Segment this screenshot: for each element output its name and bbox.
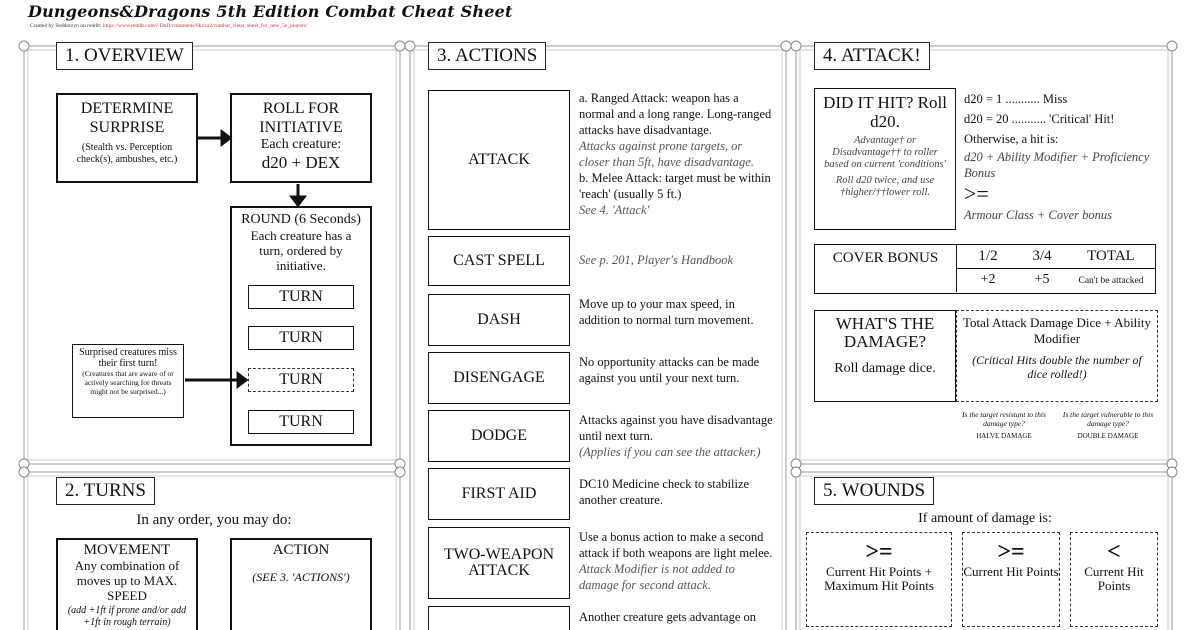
wound-col-1 — [806, 532, 952, 627]
cast-spell-note: See p. 201, Player's Handbook — [579, 253, 734, 267]
action-first-aid: FIRST AID — [428, 468, 570, 520]
d20-one: d20 = 1 ........... Miss — [964, 92, 1068, 106]
wound-col-2 — [962, 532, 1060, 627]
cover-table — [814, 244, 1156, 294]
determine-surprise-box — [56, 93, 198, 183]
turn-box-4: TURN — [248, 410, 354, 434]
movement-box — [56, 538, 198, 630]
wound-sym-3: < — [1107, 539, 1121, 565]
dodge-desc: Attacks against you have disadvantage until next turn. — [579, 413, 773, 443]
cover-col-total: TOTAL — [1087, 248, 1135, 264]
attack-ranged: a. Ranged Attack: weapon has a normal and a long range. Long-ranged attacks have disadvantage. — [579, 91, 772, 137]
surprise-title: DETERMINE SURPRISE — [80, 100, 174, 136]
wound-sym-2: >= — [997, 539, 1025, 565]
gte-symbol: >= — [964, 181, 989, 206]
action-attack: ATTACK — [428, 90, 570, 230]
initiative-roll: d20 + DEX — [261, 153, 341, 172]
attack-ranged-note: Attacks against prone targets, or closer than 5ft, have disadvantage. — [579, 139, 754, 169]
first-aid-desc: DC10 Medicine check to stabilize another creature. — [579, 477, 750, 507]
surprised-note — [72, 344, 184, 418]
cover-val-three-quarters: +5 — [1034, 272, 1050, 287]
action-box — [230, 538, 372, 630]
damage-formula-box — [956, 310, 1158, 402]
attack-melee-note: See 4. 'Attack' — [579, 203, 650, 217]
vulnerable-block — [1060, 410, 1156, 440]
cover-val-half: +2 — [980, 272, 996, 287]
cover-col-three-quarters: 3/4 — [1032, 248, 1052, 264]
d20-twenty: d20 = 20 ........... 'Critical' Hit! — [964, 112, 1115, 126]
damage-crit: (Critical Hits double the number of dice rolled!) — [972, 353, 1142, 381]
credit-prefix: Created by Seddorzyn on reddit: — [30, 23, 102, 29]
resist-answer: HALVE DAMAGE — [976, 432, 1032, 440]
vuln-question: Is the target vulnerable to this damage type? — [1062, 410, 1154, 428]
movement-title: MOVEMENT — [83, 542, 171, 558]
resist-question: Is the target resistant to this damage type? — [962, 410, 1046, 428]
wound-text-3: Current Hit Points — [1084, 564, 1144, 593]
actions-heading: 3. ACTIONS — [428, 42, 546, 70]
hit-formula: d20 + Ability Modifier + Proficiency Bonus — [964, 150, 1150, 180]
action-disengage: DISENGAGE — [428, 352, 570, 404]
movement-sub: Any combination of moves up to MAX. SPEED — [74, 558, 180, 603]
initiative-title: ROLL FOR INITIATIVE — [259, 100, 343, 136]
wound-text-1: Current Hit Points + Maximum Hit Points — [824, 564, 934, 593]
action-cast-spell: CAST SPELL — [428, 236, 570, 286]
wounds-heading: 5. WOUNDS — [814, 477, 934, 505]
surprise-sub: (Stealth vs. Perception check(s), ambushes, etc.) — [76, 142, 178, 165]
action-dash: DASH — [428, 294, 570, 346]
vuln-answer: DOUBLE DAMAGE — [1077, 432, 1139, 440]
action-dodge: DODGE — [428, 410, 570, 462]
wound-text-2: Current Hit Points — [963, 564, 1059, 579]
credit-url[interactable]: https://www.reddit.com/r/DnD/comments/6k1xa2/combat_cheat_sheet_for_new_5e_players/ — [102, 23, 308, 29]
disengage-desc: No opportunity attacks can be made against you until your next turn. — [579, 355, 760, 385]
turn-box-surprised: TURN — [248, 368, 354, 392]
round-title: ROUND (6 Seconds) — [241, 212, 361, 227]
two-weapon-desc: Use a bonus action to make a second attack if both weapons are light melee. — [579, 530, 773, 560]
help-desc: Another creature gets advantage on — [579, 610, 757, 624]
action-sub: (SEE 3. 'ACTIONS') — [252, 570, 350, 584]
overview-heading: 1. OVERVIEW — [56, 42, 193, 70]
turns-heading: 2. TURNS — [56, 477, 155, 505]
action-two-weapon: TWO-WEAPON ATTACK — [428, 527, 570, 599]
damage-total: Total Attack Damage Dice + Ability Modifier — [963, 315, 1152, 346]
turns-intro: In any order, you may do: — [136, 512, 292, 528]
action-attack-desc — [579, 90, 775, 218]
wounds-intro: If amount of damage is: — [918, 511, 1052, 526]
damage-box — [814, 310, 956, 402]
wound-col-3 — [1070, 532, 1158, 627]
resistant-block — [956, 410, 1052, 440]
movement-note: (add +1ft if prone and/or add +1ft in rough terrain) — [67, 605, 187, 628]
wound-sym-1: >= — [865, 539, 893, 565]
hit-title: DID IT HIT? Roll d20. — [823, 93, 947, 131]
action-title: ACTION — [272, 542, 330, 558]
damage-sub: Roll damage dice. — [834, 361, 936, 376]
armour-class: Armour Class + Cover bonus — [964, 208, 1113, 222]
dodge-note: (Applies if you can see the attacker.) — [579, 445, 761, 459]
attack-heading: 4. ATTACK! — [814, 42, 930, 70]
turn-box-1: TURN — [248, 285, 354, 309]
hit-note-2: Roll d20 twice, and use †higher/††lower roll. — [835, 175, 935, 198]
action-help — [428, 606, 570, 630]
page-title: Dungeons&Dragons 5th Edition Combat Cheat Sheet — [28, 2, 513, 21]
surprised-sub: (Creatures that are aware of or actively searching for threats might not be surprised...) — [82, 369, 174, 396]
hit-otherwise: Otherwise, a hit is: — [964, 132, 1059, 146]
hit-note-1: Advantage† or Disadvantage†† to roller based on current 'conditions' — [824, 135, 946, 170]
initiative-sub: Each creature: — [260, 137, 342, 152]
round-sub: Each creature has a turn, ordered by initiative. — [250, 228, 352, 273]
cover-val-total: Can't be attacked — [1078, 276, 1144, 286]
cover-col-half: 1/2 — [978, 248, 998, 264]
two-weapon-note: Attack Modifier is not added to damage for second attack. — [579, 562, 735, 592]
surprised-main: Surprised creatures miss their first turn! — [79, 347, 177, 369]
turn-box-2: TURN — [248, 326, 354, 350]
cover-label: COVER BONUS — [815, 245, 957, 292]
damage-title: WHAT'S THE DAMAGE? — [835, 314, 935, 351]
attack-melee: b. Melee Attack: target must be within 'reach' (usually 5 ft.) — [579, 171, 771, 201]
dash-desc: Move up to your max speed, in addition to normal turn movement. — [579, 297, 754, 327]
roll-initiative-box — [230, 93, 372, 183]
did-it-hit-box — [814, 88, 956, 230]
